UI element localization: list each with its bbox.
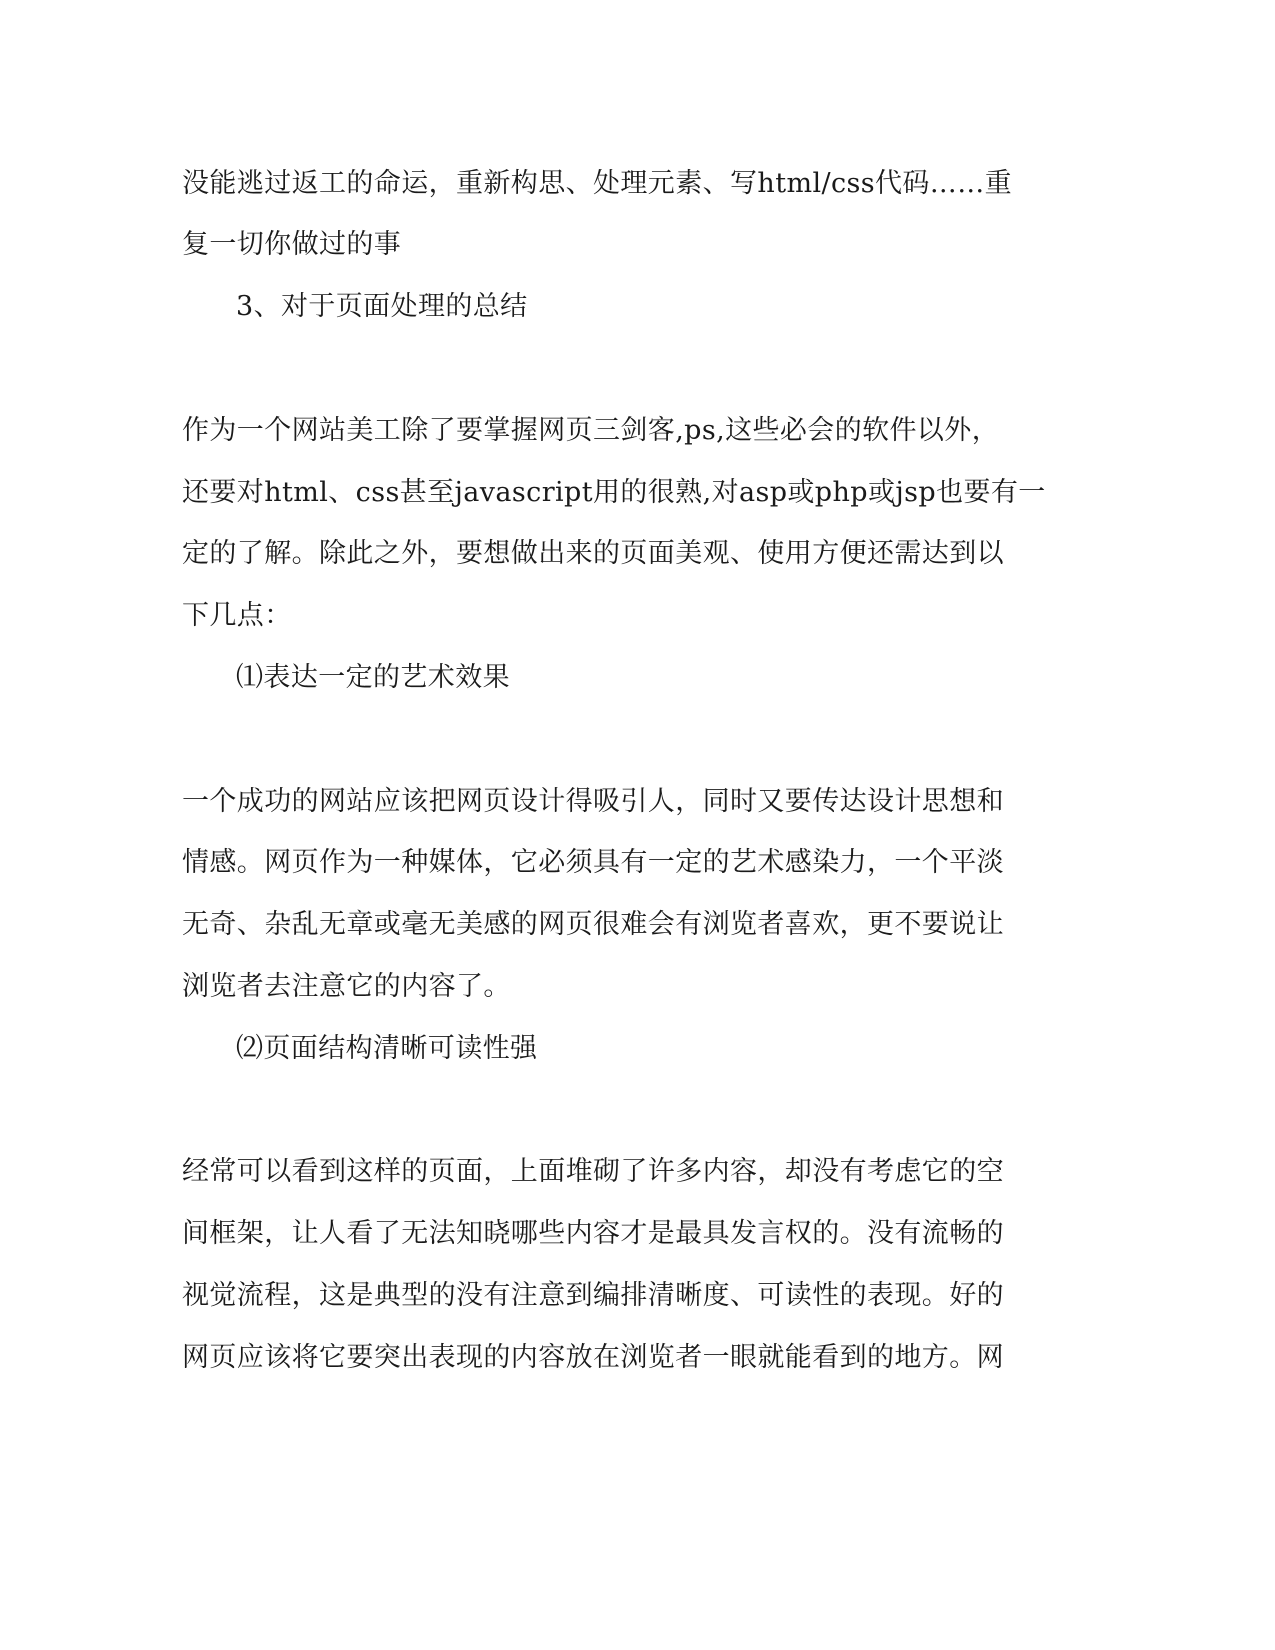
paragraph-line: 间框架，让人看了无法知晓哪些内容才是最具发言权的。没有流畅的: [182, 1218, 1004, 1249]
paragraph-line: 视觉流程，这是典型的没有注意到编排清晰度、可读性的表现。好的: [182, 1280, 1004, 1311]
paragraph-line: 一个成功的网站应该把网页设计得吸引人，同时又要传达设计思想和: [182, 786, 1004, 817]
subsection-heading: ⑴表达一定的艺术效果: [236, 662, 510, 693]
paragraph-line: 还要对html、css甚至javascript用的很熟,对asp或php或jsp也要有一: [182, 477, 1046, 508]
section-heading: 3、对于页面处理的总结: [236, 291, 528, 322]
paragraph-line: 网页应该将它要突出表现的内容放在浏览者一眼就能看到的地方。网: [182, 1342, 1004, 1373]
paragraph-line: 情感。网页作为一种媒体，它必须具有一定的艺术感染力，一个平淡: [182, 847, 1004, 878]
paragraph-line: 无奇、杂乱无章或毫无美感的网页很难会有浏览者喜欢，更不要说让: [182, 909, 1004, 940]
paragraph-line: 没能逃过返工的命运，重新构思、处理元素、写html/css代码……重: [182, 168, 1013, 199]
paragraph-line: 浏览者去注意它的内容了。: [182, 971, 511, 1002]
subsection-heading: ⑵页面结构清晰可读性强: [236, 1033, 538, 1064]
paragraph-line: 作为一个网站美工除了要掌握网页三剑客,ps,这些必会的软件以外，: [182, 415, 1000, 446]
paragraph-line: 复一切你做过的事: [182, 229, 402, 260]
paragraph-line: 下几点：: [182, 600, 292, 631]
paragraph-line: 经常可以看到这样的页面，上面堆砌了许多内容，却没有考虑它的空: [182, 1156, 1004, 1187]
paragraph-line: 定的了解。除此之外，要想做出来的页面美观、使用方便还需达到以: [182, 538, 1004, 569]
